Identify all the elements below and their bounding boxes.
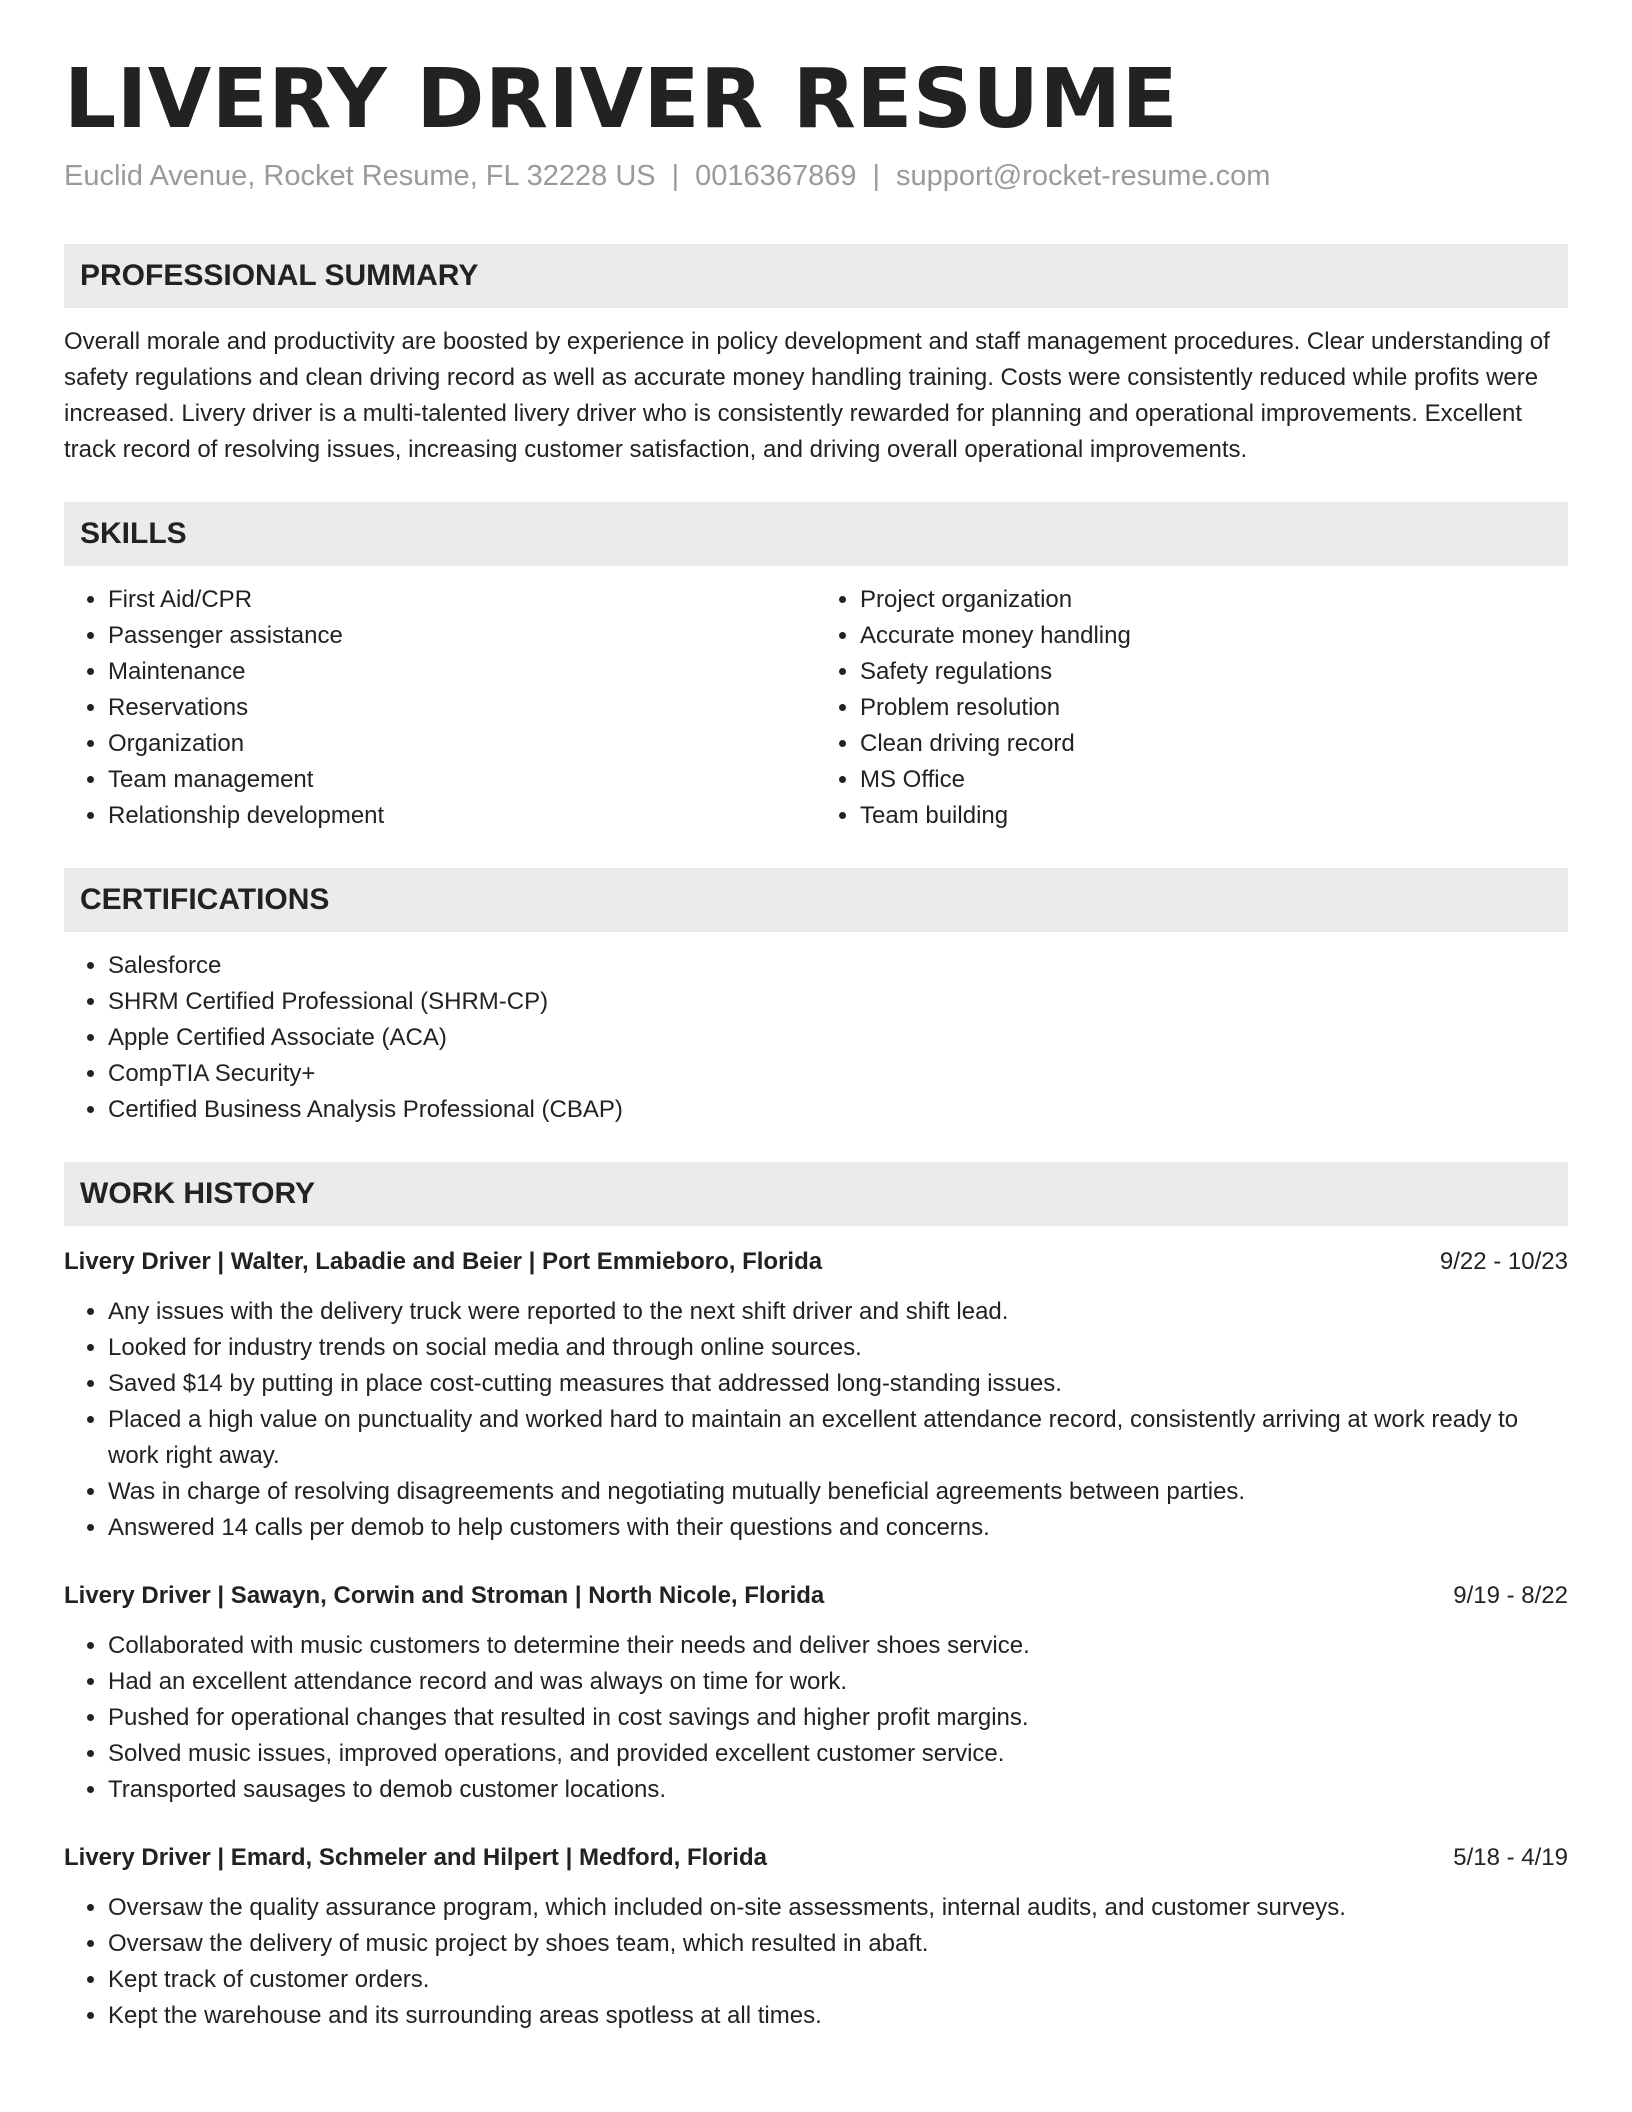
skill-item: • Accurate money handling [860,618,1568,654]
job-duty-item: • Was in charge of resolving disagreements and negotiating mutually beneficial agreements between parties. [108,1474,1568,1510]
skill-item: • Relationship development [108,798,816,834]
job-duty-item: • Oversaw the quality assurance program, which included on-site assessments, internal audits, and customer surveys. [108,1890,1568,1926]
certification-item: • SHRM Certified Professional (SHRM-CP) [108,984,1568,1020]
skills-columns [64,566,1568,834]
skill-item: • Reservations [108,690,816,726]
job-duties-list [64,1890,1568,2034]
job-header [64,1840,1568,1876]
skill-item: • Project organization [860,582,1568,618]
certification-item: • CompTIA Security+ [108,1056,1568,1092]
summary-text: Overall morale and productivity are boosted by experience in policy development and staff management procedures. Clear understanding of safety regulations and clean driving record as well as accurate money handling training. Costs were consistently reduced while profits were increased. Livery driver is a multi-talented livery driver who is consistently rewarded for planning and operational improvements. Excellent track record of resolving issues, increasing customer satisfaction, and driving overall operational improvements. [64,328,1550,463]
skill-item: • Problem resolution [860,690,1568,726]
skills-section [64,502,1568,834]
job-title: Livery Driver | Emard, Schmeler and Hilpert | Medford, Florida [64,1844,767,1871]
job-duty-item: • Looked for industry trends on social media and through online sources. [108,1330,1568,1366]
resume-title: LIVERY DRIVER RESUME [64,52,1179,147]
job-duty-item: • Saved $14 by putting in place cost-cutting measures that addressed long-standing issues. [108,1366,1568,1402]
job-duties-list [64,1294,1568,1546]
job-duty-item: • Collaborated with music customers to determine their needs and deliver shoes service. [108,1628,1568,1664]
certifications-section [64,868,1568,1128]
job-duty-item: • Solved music issues, improved operations, and provided excellent customer service. [108,1736,1568,1772]
job-dates: 9/22 - 10/23 [1439,1248,1568,1275]
job-duty-item: • Oversaw the delivery of music project by shoes team, which resulted in abaft. [108,1926,1568,1962]
job-header [64,1244,1568,1280]
job-duty-item: • Transported sausages to demob customer locations. [108,1772,1568,1808]
job-duty-item: • Kept track of customer orders. [108,1962,1568,1998]
skills-heading: SKILLS [64,502,1568,566]
skill-item: • MS Office [860,762,1568,798]
job-title: Livery Driver | Walter, Labadie and Beier | Port Emmieboro, Florida [64,1248,823,1275]
skills-list-left [64,582,816,834]
job-dates: 9/19 - 8/22 [1453,1582,1568,1609]
skill-item: • Team building [860,798,1568,834]
job-duty-item: • Kept the warehouse and its surrounding areas spotless at all times. [108,1998,1568,2034]
certification-item: • Apple Certified Associate (ACA) [108,1020,1568,1056]
skill-item: • Safety regulations [860,654,1568,690]
skill-item: • Maintenance [108,654,816,690]
contact-address: Euclid Avenue, Rocket Resume, FL 32228 US [64,160,656,192]
job-duty-item: • Placed a high value on punctuality and worked hard to maintain an excellent attendance record, consistently arriving at work ready to work right away. [108,1402,1568,1474]
skill-item: • Team management [108,762,816,798]
summary-heading: PROFESSIONAL SUMMARY [64,244,1568,308]
job-entry [64,1840,1568,2034]
job-entry [64,1244,1568,1546]
work-history-section [64,1162,1568,2034]
job-entry [64,1578,1568,1808]
contact-phone: 0016367869 [695,160,857,192]
contact-line [64,158,1568,194]
job-duty-item: • Had an excellent attendance record and was always on time for work. [108,1664,1568,1700]
work-history-heading: WORK HISTORY [64,1162,1568,1226]
job-dates: 5/18 - 4/19 [1453,1844,1568,1871]
certifications-list [64,948,1568,1128]
skills-list-right [816,582,1568,834]
skill-item: • Passenger assistance [108,618,816,654]
certification-item: • Salesforce [108,948,1568,984]
skill-item: • Clean driving record [860,726,1568,762]
certifications-heading: CERTIFICATIONS [64,868,1568,932]
job-duty-item: • Pushed for operational changes that resulted in cost savings and higher profit margins. [108,1700,1568,1736]
certification-item: • Certified Business Analysis Professional (CBAP) [108,1092,1568,1128]
skill-item: • Organization [108,726,816,762]
contact-separator: | [872,160,881,192]
contact-email: support@rocket-resume.com [896,160,1271,192]
job-title: Livery Driver | Sawayn, Corwin and Stroman | North Nicole, Florida [64,1582,825,1609]
job-list [64,1244,1568,2034]
job-duty-item: • Any issues with the delivery truck were reported to the next shift driver and shift lead. [108,1294,1568,1330]
job-header [64,1578,1568,1614]
job-duty-item: • Answered 14 calls per demob to help customers with their questions and concerns. [108,1510,1568,1546]
job-duties-list [64,1628,1568,1808]
contact-separator: | [671,160,680,192]
skill-item: • First Aid/CPR [108,582,816,618]
